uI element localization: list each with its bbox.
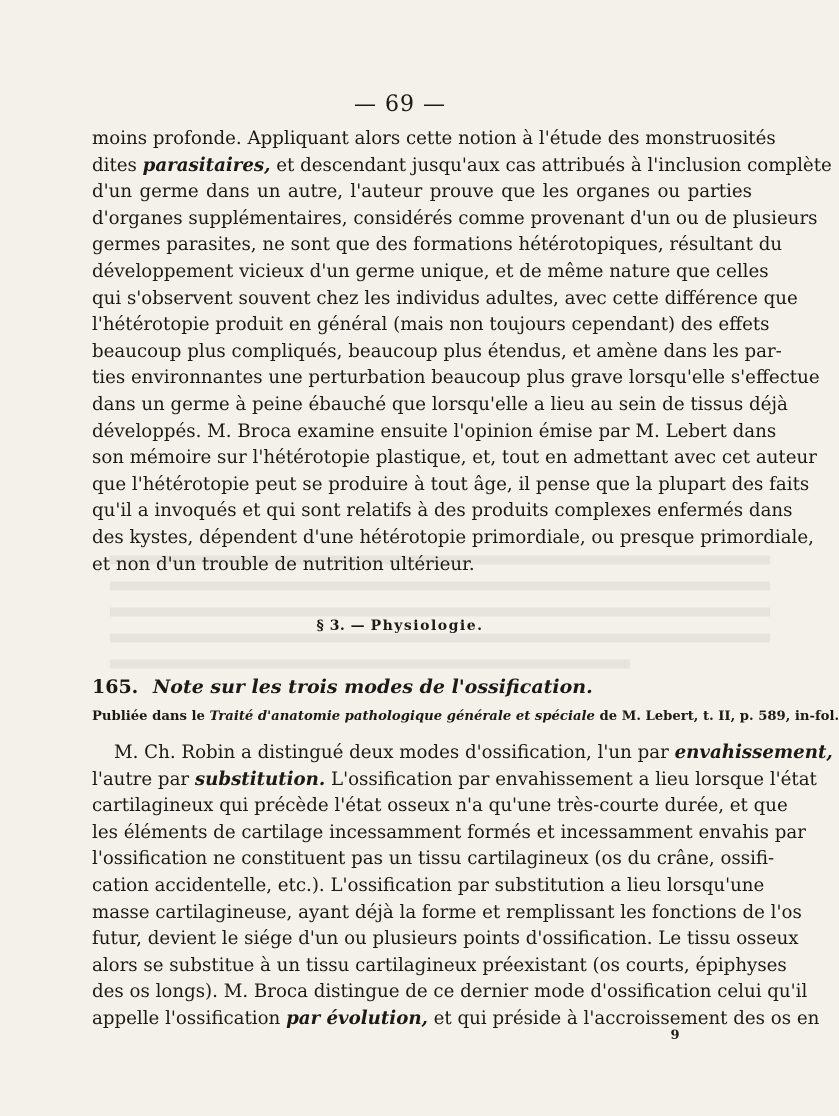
- text-line: cartilagineux qui précède l'état osseux n'a qu'une très-courte durée, et que: [92, 795, 788, 817]
- text-line: l'autre par substitution. L'ossification par envahissement a lieu lorsque l'état: [92, 768, 817, 790]
- signature-mark: 9: [670, 1028, 680, 1043]
- text-line: des os longs). M. Broca distingue de ce dernier mode d'ossification celui qu'il: [92, 981, 808, 1003]
- text-line: M. Ch. Robin a distingué deux modes d'ossification, l'un par envahissement,: [114, 742, 833, 763]
- text-line: beaucoup plus compliqués, beaucoup plus étendus, et amène dans les par-: [92, 340, 782, 362]
- publication-work: Traité d'anatomie pathologique générale et spéciale: [209, 709, 595, 724]
- text-line: moins profonde. Appliquant alors cette notion à l'étude des monstruosités: [92, 128, 776, 149]
- body-paragraph-1: [92, 126, 832, 578]
- text-line: germes parasites, ne sont que des formations hétérotopiques, résultant du: [92, 234, 783, 256]
- text-line: développement vicieux d'un germe unique, et de même nature que celles: [92, 260, 769, 282]
- text-line: que l'hétérotopie peut se produire à tout âge, il pense que la plupart des faits: [92, 473, 810, 495]
- text-line: l'hétérotopie produit en général (mais non toujours cependant) des effets: [92, 314, 770, 336]
- publication-note: [92, 709, 839, 724]
- body-paragraph-2: [92, 740, 833, 1033]
- text-line: développés. M. Broca examine ensuite l'opinion émise par M. Lebert dans: [92, 420, 777, 442]
- text-line: qu'il a invoqués et qui sont relatifs à des produits complexes enfermés dans: [92, 500, 793, 522]
- text-line: ties environnantes une perturbation beaucoup plus grave lorsqu'elle s'effectue: [92, 367, 820, 389]
- publication-prefix: Publiée dans le: [92, 709, 205, 724]
- text-line: les éléments de cartilage incessamment formés et incessamment envahis par: [92, 821, 806, 843]
- section-heading: [0, 618, 800, 634]
- text-line: d'un germe dans un autre, l'auteur prouve que les organes ou parties: [92, 181, 752, 203]
- text-line: des kystes, dépendent d'une hétérotopie primordiale, ou presque primordiale,: [92, 526, 814, 548]
- text-line: appelle l'ossification par évolution, et qui préside à l'accroissement des os en: [92, 1007, 820, 1029]
- text-line: qui s'observent souvent chez les individus adultes, avec cette différence que: [92, 287, 798, 309]
- text-line: dites parasitaires, et descendant jusqu'aux cas attribués à l'inclusion complète: [92, 154, 832, 176]
- publication-suffix: de M. Lebert, t. II, p. 589, in-fol.: [599, 709, 839, 724]
- entry-title: Note sur les trois modes de l'ossification.: [152, 676, 593, 698]
- section-symbol: § 3. —: [316, 618, 366, 634]
- entry-number: 165.: [92, 676, 139, 698]
- page-number: — 69 —: [354, 92, 446, 117]
- text-line: masse cartilagineuse, ayant déjà la forme et remplissant les fonctions de l'os: [92, 901, 802, 923]
- text-line: son mémoire sur l'hétérotopie plastique, et, tout en admettant avec cet auteur: [92, 447, 817, 469]
- text-line: d'organes supplémentaires, considérés comme provenant d'un ou de plusieurs: [92, 207, 818, 229]
- section-title: Physiologie.: [370, 618, 484, 634]
- text-line: dans un germe à peine ébauché que lorsqu'elle a lieu au sein de tissus déjà: [92, 393, 788, 415]
- text-line: futur, devient le siége d'un ou plusieurs points d'ossification. Le tissu osseux: [92, 928, 799, 950]
- text-line: cation accidentelle, etc.). L'ossification par substitution a lieu lorsqu'une: [92, 874, 765, 896]
- text-line: et non d'un trouble de nutrition ultérieur.: [92, 553, 475, 575]
- entry-heading: [92, 676, 752, 698]
- text-line: alors se substitue à un tissu cartilagineux préexistant (os courts, épiphyses: [92, 954, 787, 976]
- text-line: l'ossification ne constituent pas un tissu cartilagineux (os du crâne, ossifi-: [92, 848, 775, 870]
